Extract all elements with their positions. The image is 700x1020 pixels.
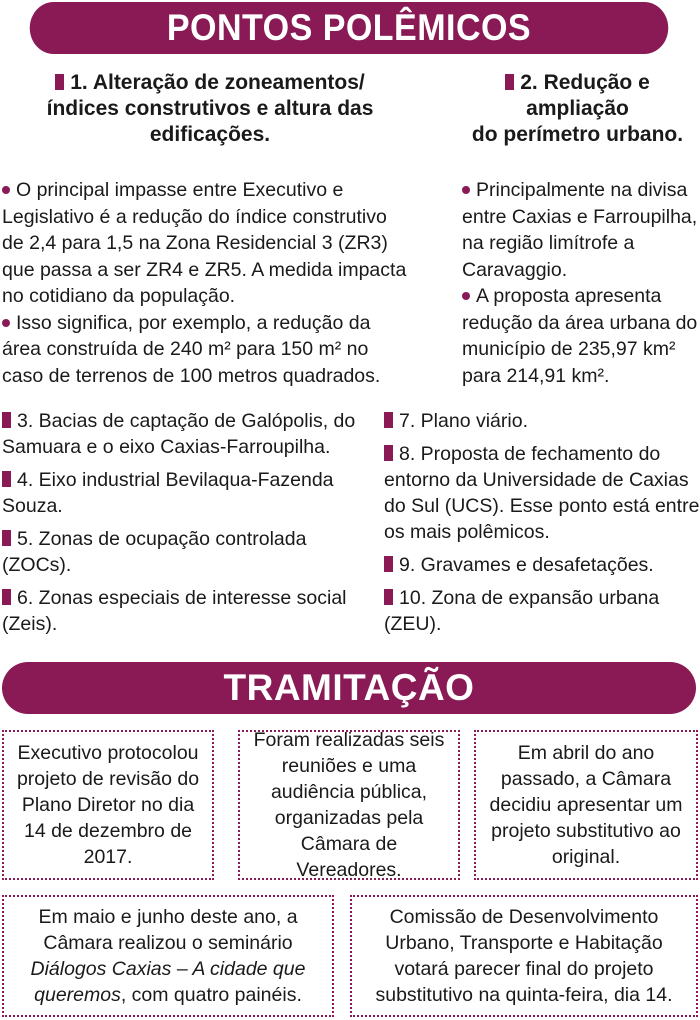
banner-tramitacao: TRAMITAÇÃO: [2, 662, 696, 714]
point2-text: [462, 177, 700, 389]
list-item-text: 6. Zonas especiais de interesse social (Zeis).: [2, 587, 347, 635]
list-item: [2, 467, 372, 519]
list-item: [384, 441, 700, 545]
dot-bullet-icon: [462, 186, 470, 194]
list-item: [2, 526, 372, 578]
square-bullet-icon: [384, 445, 393, 461]
point1-bullet: O principal impasse entre Executivo e Legislativo é a redução do índice construtivo de 2,4 para 1,5 na Zona Residencial 3 (ZR3) que passa a ser ZR4 e ZR5. A medida impacta no cotidiano da população.: [2, 179, 407, 307]
point2-bullet: A proposta apresenta redução da área urbana do município de 235,97 km² para 214,91 km².: [462, 285, 698, 387]
points-list-left: [2, 408, 372, 644]
point1-heading: [30, 70, 390, 148]
dot-bullet-icon: [462, 292, 470, 300]
banner-pontos-polemicos: PONTOS POLÊMICOS: [30, 2, 668, 54]
square-bullet-icon: [384, 412, 393, 428]
tramitacao-box-5: [350, 895, 698, 1017]
square-bullet-icon: [2, 471, 11, 487]
tramitacao-box-1: [2, 730, 214, 880]
point2-heading: [455, 70, 700, 148]
list-item-text: 4. Eixo industrial Bevilaqua-Fazenda Souza.: [2, 469, 334, 517]
list-item-text: 3. Bacias de captação de Galópolis, do Samuara e o eixo Caxias-Farroupilha.: [2, 410, 356, 458]
point1-heading-line3: edificações.: [149, 123, 271, 146]
square-bullet-icon: [55, 74, 64, 90]
tramitacao-box-2: [238, 730, 460, 880]
square-bullet-icon: [384, 556, 393, 572]
points-list-right: [384, 408, 700, 644]
box-text: Executivo protocolou projeto de revisão do Plano Diretor no dia 14 de dezembro de 2017.: [16, 742, 200, 868]
list-item: [2, 585, 372, 637]
point1-heading-line2: índices construtivos e altura das: [46, 97, 374, 120]
dot-bullet-icon: [2, 319, 10, 327]
list-item: [384, 585, 700, 637]
box-text: Comissão de Desenvolvimento Urbano, Transporte e Habitação votará parecer final do projeto substitutivo na quinta-feira, dia 14.: [375, 906, 673, 1006]
list-item-text: 8. Proposta de fechamento do entorno da Universidade de Caxias do Sul (UCS). Esse ponto está entre os mais polêmicos.: [384, 443, 700, 543]
list-item-text: 7. Plano viário.: [399, 410, 528, 432]
box-text: Em abril do ano passado, a Câmara decidiu apresentar um projeto substitutivo ao original.: [489, 742, 683, 868]
list-item-text: 5. Zonas de ocupação controlada (ZOCs).: [2, 528, 307, 576]
tramitacao-box-4: [2, 895, 334, 1017]
box4-text-post: , com quatro painéis.: [120, 984, 302, 1006]
square-bullet-icon: [384, 589, 393, 605]
box-text: Foram realizadas seis reuniões e uma audiência pública, organizadas pela Câmara de Vereadores.: [253, 729, 445, 881]
point2-heading-line3: do perímetro urbano.: [471, 123, 684, 146]
dot-bullet-icon: [2, 186, 10, 194]
point2-heading-line1: 2. Redução e: [520, 71, 650, 94]
list-item-text: 9. Gravames e desafetações.: [399, 554, 654, 576]
square-bullet-icon: [2, 589, 11, 605]
tramitacao-box-3: [474, 730, 698, 880]
point1-heading-line1: 1. Alteração de zoneamentos/: [70, 71, 365, 94]
point1-bullet: Isso significa, por exemplo, a redução da área construída de 240 m² para 150 m² no caso de terrenos de 100 metros quadrados.: [2, 311, 381, 387]
list-item: [384, 552, 700, 578]
list-item-text: 10. Zona de expansão urbana (ZEU).: [384, 587, 660, 635]
point2-heading-line2: ampliação: [526, 97, 629, 120]
box4-text-pre: Em maio e junho deste ano, a Câmara realizou o seminário: [38, 906, 298, 954]
point1-text: [2, 177, 412, 389]
seminar-title: Diálogos Caxias – A cidade que queremos: [30, 958, 306, 1006]
list-item: [384, 408, 700, 434]
point2-bullet: Principalmente na divisa entre Caxias e Farroupilha, na região limítrofe a Caravaggio.: [462, 179, 698, 281]
square-bullet-icon: [2, 530, 11, 546]
square-bullet-icon: [505, 74, 514, 90]
list-item: [2, 408, 372, 460]
square-bullet-icon: [2, 412, 11, 428]
box-text: [10, 904, 326, 1008]
